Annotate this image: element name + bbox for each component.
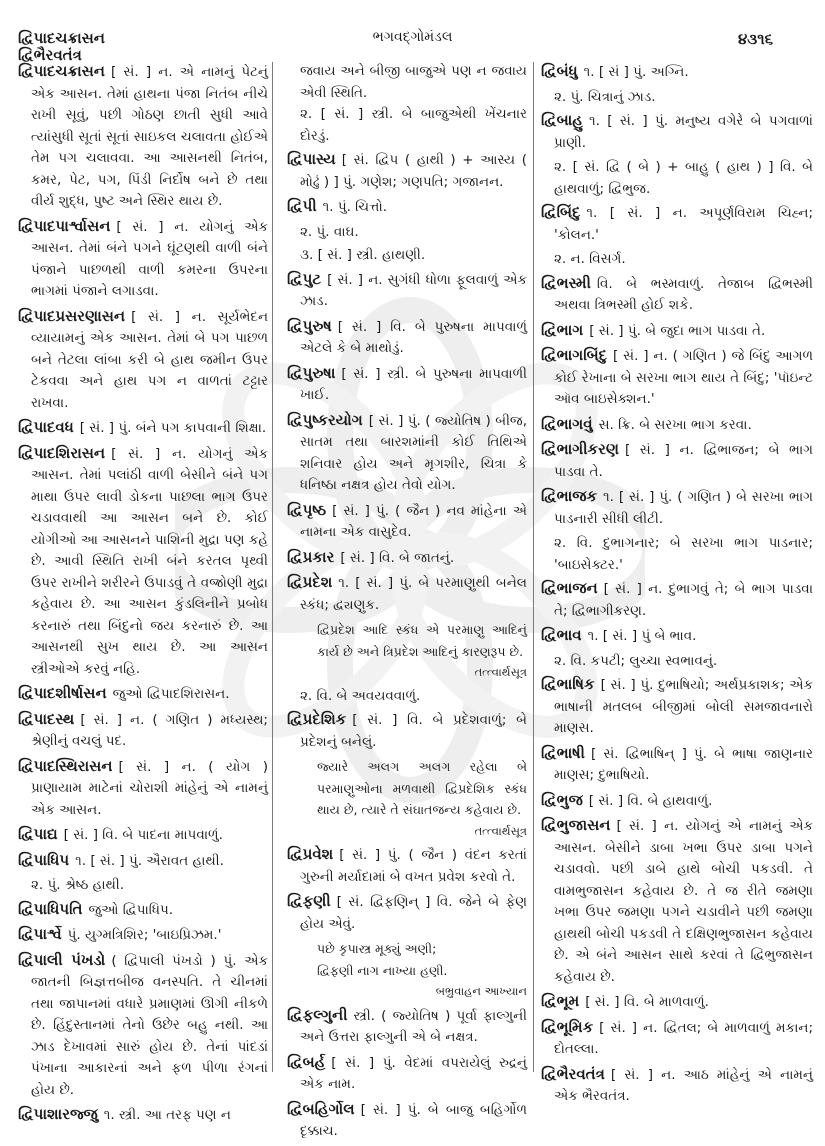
- citation: [287, 619, 527, 684]
- sense-definition: ૩. [ સં. ] સ્ત્રી. હાથણી.: [300, 247, 426, 263]
- dictionary-entry: [541, 674, 813, 740]
- definition: [ સં. ] વિ. બે જાતનું.: [340, 549, 455, 566]
- headword: દ્વિભુજ: [541, 790, 583, 809]
- column-divider: [272, 62, 273, 1072]
- headword: દ્વિભાજક: [541, 487, 598, 505]
- dictionary-entry: [287, 572, 527, 616]
- headword: દ્વિભસ્મી: [541, 273, 591, 292]
- definition: [ સં. ] ન. દ્વિભાજન; બે ભાગ પાડવા તે.: [554, 442, 813, 480]
- headword: દ્વિભૂમ: [541, 992, 580, 1010]
- sense-definition: ૨. [ સં. દ્વિ ( બે ) + બાહુ ( હાથ ) ] વિ. બે હાથવાળું; દ્વિભુજ.: [554, 159, 813, 197]
- dictionary-entry: [18, 950, 268, 1102]
- definition: [ સં. ] પું. વેદમાં વપરાયેલું રુદ્રનું એક નામ.: [300, 1054, 527, 1092]
- headword: દ્વિફલ્ગુની: [287, 1005, 348, 1024]
- dictionary-entry: [541, 320, 813, 343]
- headword: દ્વિભુજાસન: [541, 816, 611, 834]
- dictionary-entry: [18, 683, 268, 706]
- dictionary-entry: [18, 709, 268, 753]
- definition: [ સં. ] સ્ત્રી. બે પુરુષના માપવાળી ખાઈ.: [300, 365, 527, 403]
- dictionary-entry: [287, 1005, 527, 1049]
- headword: દ્વિપાર્શ્વે: [18, 925, 62, 943]
- definition: [ સં. ] ન. દ્વિતલ; બે માળવાળું મકાન; દોતલ્લા.: [554, 1019, 813, 1057]
- dictionary-entry: [287, 709, 527, 753]
- citation-line: દ્વિપ્રદેશ આદિ સ્કંધ એ પરમાણુ આદિનું કાર્ય છે અને ત્રિપ્રદેશ આદિનું કારણરૂપ છે.: [317, 622, 527, 659]
- sense-definition: ૨. વિ. દુભાગનાર; બે સરખા ભાગ પાડનાર; 'બાઇસેક્ટર.': [554, 535, 813, 573]
- dictionary-entry: [18, 306, 268, 415]
- headword: દ્વિબહિર્ગોલ: [287, 1099, 355, 1118]
- headword: દ્વિપાલી પંખડો: [18, 950, 106, 969]
- definition: [ સં. ] પું. બે જુદા ભાગ પાડવા તે.: [589, 322, 766, 339]
- headword: દ્વિભાગ: [541, 320, 584, 339]
- headword: દ્વિભૈરવતંત્ર: [541, 1064, 605, 1083]
- definition: ૧. પું. ચિત્તો.: [322, 199, 387, 215]
- definition: [ સં. ] વિ. બે હાથવાળું.: [588, 792, 713, 809]
- dictionary-entry: [287, 1099, 527, 1143]
- dictionary-entry: [18, 61, 268, 213]
- dictionary-entry: [287, 363, 527, 407]
- definition: સ. ક્રિ. બે સરખા ભાગ કરવા.: [598, 416, 752, 433]
- definition: [ સં. ] ન. ( યોગ ) પ્રાણાયામ માટેનાં ચોરાશી માંહેનું એ નામનું એક આસન.: [31, 758, 268, 818]
- dictionary-entry: [287, 891, 527, 935]
- dictionary-entry: [287, 1052, 527, 1096]
- headword: દ્વિપ્રદેશ: [287, 573, 333, 591]
- headword: દ્વિપાદચક્રાસન: [18, 62, 105, 80]
- definition: [ સં. ] પું. બે બાજુ બહિર્ગોળ દૃક્કાચ.: [300, 1101, 527, 1139]
- definition: [ સં. ] પું. ( જૈન ) વંદન કરતાં ગુરુની મર્યાદામાં બે વખત પ્રવેશ કરવો તે.: [300, 847, 527, 885]
- definition: [ સં. ] ન. ( ગણિત ) જે બિંદુ આગળ કોઈ રેખાના બે સરખા ભાગ થાય તે બિંદુ; 'પૉઇન્ટ ઑવ બાઇસેક્શન.': [554, 348, 813, 407]
- headword: દ્વિપાશારજ્જુ: [18, 1105, 98, 1123]
- definition: [ સં. ] ન. યોગનું એક આસન. તેમાં બંને પગને ઘૂંટણથી વાળી બંને પંજાને પાછળથી વાળી કમરના ઉપરના ભાગમાં પંજાને લગાડવા.: [31, 218, 268, 299]
- headword: દ્વિપાદપ્રસરણાસન: [18, 306, 126, 325]
- dictionary-entry: [541, 345, 813, 411]
- dictionary-entry: [18, 443, 268, 681]
- dictionary-entry: [541, 1064, 813, 1108]
- citation-source: તત્ત્વાર્થસૂત્ર: [474, 665, 527, 679]
- definition: [ સં. ] પું. ( જ્યોતિષ ) બીજ, સાતમ તથા બારશમાંની કોઈ તિથિએ શનિવાર હોય અને મૃગશીર, ચિત્રા કે ધનિષ્ઠા નક્ષત્ર હોય તેવો યોગ.: [300, 412, 527, 493]
- definition: [ સં. ] ન. યોગનું એ નામનું એક આસન. બેસીને ડાબા ખભા ઉપર ડાબા પગને ચડાવવો. પછી ડાબે હાથે બોચી પકડવી. તે વામભુજાસન કહેવાય છે. તે જ રીતે જમણા ખભા ઉપર જમણા પગને ચડાવીને પછી જમણા હાથથી બોચી પકડવી તે દક્ષિણભુજાસન કહેવાય છે. એ બંને આસન સાથે કરવાં તે દ્વિભુજાસન કહેવાય છે.: [554, 818, 813, 985]
- headword: દ્વિપાધિપતિ: [18, 899, 83, 918]
- headword: દ્વિબિંદુ: [541, 203, 581, 221]
- dictionary-entry: [541, 815, 813, 988]
- definition: [ સં. ] પું. બંને પગ કાપવાની શિક્ષા.: [79, 420, 267, 436]
- headword: દ્વિપાદશિરાસન: [18, 443, 106, 462]
- definition: જુઓ દ્વિપાધિપ.: [88, 901, 174, 918]
- dictionary-entry: [18, 824, 268, 847]
- dictionary-entry: [287, 500, 527, 544]
- headword: દ્વિબંધુ: [541, 62, 578, 80]
- definition: ૧. [ સં. ] પું. ઐરાવત હાથી.: [75, 852, 224, 869]
- dictionary-entry: [541, 110, 813, 154]
- dictionary-entry: [18, 216, 268, 303]
- dictionary-entry: [541, 61, 813, 84]
- definition: ૧. [ સં. ] પું. ( ગણિત ) બે સરખા ભાગ પાડનારી સીધી લીટી.: [554, 489, 813, 527]
- definition: ૧. [ સં. ] પું. બે પરમાણુથી બનેલ સ્કંધ; દ્વ્યણુક.: [300, 575, 527, 613]
- sense-definition: ૨. વિ. કપટી; લુચ્ચા સ્વભાવનું.: [554, 652, 718, 669]
- sense-definition: ૨. પું. શ્રેષ્ઠ હાથી.: [31, 877, 125, 893]
- definition: [ સં. ] ન. એ નામનું પેટનું એક આસન. તેમાં હાથના પંજા નિતંબ નીચે રાખી સૂવું, પછી ગોઠણ છાતી સુધી આવે ત્યાંસુધી સૂતાં સૂતાં સાઇકલ ચલાવતા હોઈએ તેમ પગ ચલાવવા. આ આસનથી નિતંબ, કમર, પેટ, પગ, પિંડી નિર્દોષ બને છે તથા વીર્ય શુદ્ધ, પુષ્ટ અને સ્થિર થાય છે.: [31, 64, 268, 209]
- headword: દ્વિપુટ: [287, 269, 322, 288]
- sense-definition: ૨. પું. વાઘ.: [300, 223, 359, 240]
- definition: પું. યુગ્મત્રિશિર; 'બાઇપ્રિઝમ.': [67, 927, 222, 943]
- dictionary-entry: [18, 417, 268, 440]
- dictionary-entry: [541, 625, 813, 648]
- definition: [ સં. ] પું. ( જૈન ) નવ માંહેના એ નામના એક વાસુદેવ.: [300, 502, 527, 540]
- column-divider: [533, 62, 534, 1072]
- book-title: ભગવદ્ગોમંડલ: [372, 29, 453, 45]
- dictionary-entry: [287, 316, 527, 360]
- definition: [ સં. ] વિ. બે પાદના માપવાળું.: [63, 827, 223, 843]
- headword: દ્વિપાદવધ: [18, 418, 74, 436]
- definition: ૧. સ્ત્રી. આ તરફ પણ ન: [103, 1107, 231, 1123]
- headword: દ્વિપ્રવેશ: [287, 845, 334, 863]
- headword: દ્વિબર્હ: [287, 1052, 326, 1071]
- running-head-last-word: દ્વિભૈરવતંત્ર: [18, 46, 82, 64]
- dictionary-entry: [541, 439, 813, 483]
- dictionary-entry: [287, 410, 527, 497]
- headword: દ્વિપાદશીર્ષાસન: [18, 684, 107, 702]
- definition: જુઓ દ્વિપાદશિરાસન.: [112, 686, 230, 702]
- definition: [ સં. ] ન. ( ગણિત ) મધ્યસ્થ; શ્રેણીનું વચલું પદ.: [31, 711, 268, 749]
- running-head-first-word: દ્વિપાદચક્રાસન: [18, 29, 105, 47]
- citation-source: બભ્રુવાહન આખ્યાન: [435, 984, 527, 998]
- dictionary-entry: [18, 756, 268, 822]
- dictionary-entry: [18, 924, 268, 947]
- entry-continuation: જવાય અને બીજી બાજુએ પણ ન જવાય એવી સ્થિતિ.: [300, 63, 527, 101]
- headword: દ્વિભાગીકરણ: [541, 440, 619, 458]
- dictionary-entry: [287, 196, 527, 219]
- headword: દ્વિફણી: [287, 892, 331, 910]
- headword: દ્વિપાદપાર્શ્વાસન: [18, 216, 111, 235]
- definition: [ સં. દ્વિભાષિન્ ] પું. બે ભાષા જાણનાર માણસ; દુભાષિયો.: [554, 745, 813, 783]
- sense-definition: ૨. વિ. બે અવયવવાળું.: [300, 687, 421, 704]
- citation-line: દ્વિફણી નાગ નાખ્યા હણી.: [317, 962, 448, 978]
- column-1: [18, 61, 268, 1130]
- definition: [ સં. ] ન. આઠ માંહેનું એ નામનું એક ભૈરવતંત્ર.: [554, 1066, 813, 1104]
- sense-definition: ૨. [ સં. ] સ્ત્રી. બે બાજુએથી ખેંચનાર દોરડું.: [300, 106, 527, 144]
- headword: દ્વિભાગવું: [541, 414, 593, 433]
- headword: દ્વિપાદસ્થિરાસન: [18, 756, 113, 775]
- dictionary-entry: [541, 486, 813, 530]
- definition: ૧. [ સં. ] પું બે ભાવ.: [587, 628, 697, 644]
- citation: [287, 756, 527, 842]
- citation-line: જ્યારે અલગ અલગ રહેલા બે પરમાણુઓના મળવાથી દ્વિપ્રદેશિક સ્કંધ થાય છે, ત્યારે તે સંઘાતજન્ય કહેવાય છે.: [317, 759, 527, 817]
- definition: ૧. [ સં ] પું. અગ્નિ.: [583, 64, 689, 80]
- definition: ૧. [ સં. ] પું. મનુષ્ય વગેરે બે પગવાળાં પ્રાણી.: [554, 113, 813, 151]
- dictionary-entry: [18, 1104, 268, 1127]
- definition: [ સં. ] ન. સુગંધી ધોળા ફૂલવાળું એક ઝાડ.: [300, 271, 527, 309]
- definition: ૧. [ સં. ] ન. અપૂર્ણવિરામ ચિહ્ન; 'કોલન.': [554, 205, 813, 243]
- headword: દ્વિપૃષ્ઠ: [287, 500, 327, 519]
- dictionary-entry: [287, 844, 527, 888]
- citation: [287, 938, 527, 1003]
- headword: દ્વિભાષિક: [541, 675, 595, 693]
- headword: દ્વિપુષ્કરયોગ: [287, 410, 363, 429]
- headword: દ્વિભાજન: [541, 579, 598, 597]
- definition: [ સં. ] ન. સૂર્યભેદન વ્યાયામનું એક આસન. તેમાં બે પગ પાછળ બને તેટલા લાંબા કરી બે હાથ જમીન ઉપર ટેકવવા અને હાથ પગ ન વાળતાં ટટ્ટાર રાખવા.: [31, 308, 268, 411]
- citation-line: પછે કૃપાસ્ત્ર મૂક્યું અણી;: [317, 941, 437, 956]
- column-3: [541, 61, 813, 1111]
- definition: [ સં. ] વિ. બે માળવાળું.: [585, 994, 709, 1010]
- dictionary-entry: [541, 578, 813, 622]
- definition: [ સં. ] પું. દુભાષિયો; અર્થપ્રકાશક; એક ભાષાની મતલબ બીજીમાં બોલી સમજાવનારો માણસ.: [554, 677, 813, 736]
- headword: દ્વિપ્રકાર: [287, 547, 335, 566]
- headword: દ્વિપુરુષા: [287, 363, 336, 382]
- headword: દ્વિભાગબિંદુ: [541, 346, 608, 364]
- citation-source: તત્ત્વાર્થસૂત્ર: [474, 823, 527, 838]
- headword: દ્વિપાદસ્થ: [18, 709, 75, 728]
- definition: વિ. બે ભસ્મવાળું. તેજાબ દ્વિભસ્મી અથવા ત્રિભસ્મી હોઈ શકે.: [554, 275, 813, 313]
- dictionary-entry: [541, 202, 813, 246]
- dictionary-entry: [541, 790, 813, 813]
- definition: સ્ત્રી. ( જ્યોતિષ ) પૂર્વા ફાલ્ગુની અને ઉત્તરા ફાલ્ગુની એ બે નક્ષત્ર.: [300, 1007, 527, 1045]
- definition: [ સં. દ્વિપ ( હાથી ) + આસ્ય ( મોઢું ) ] પું. ગણેશ; ગણપતિ; ગજાનન.: [300, 152, 527, 190]
- dictionary-entry: [287, 149, 527, 193]
- definition: [ સં. ] વિ. બે પુરુષના માપવાળું એટલે કે બે માથોડું.: [300, 318, 527, 356]
- dictionary-entry: [18, 899, 268, 922]
- headword: દ્વિપુરુષ: [287, 316, 332, 335]
- dictionary-entry: [541, 273, 813, 317]
- headword: દ્વિપાદ્ય: [18, 825, 58, 843]
- dictionary-entry: [287, 269, 527, 313]
- headword: દ્વિબાહુ: [541, 111, 583, 129]
- headword: દ્વિપ્રદેશિક: [287, 710, 347, 728]
- headword: દ્વિભાવ: [541, 626, 582, 644]
- headword: દ્વિપાસ્ય: [287, 150, 336, 168]
- page-number: ૪૩૧૬: [738, 30, 774, 48]
- dictionary-entry: [541, 743, 813, 787]
- dictionary-entry: [541, 991, 813, 1014]
- sense-definition: ૨. પું. ચિત્રાનું ઝાડ.: [554, 88, 656, 105]
- column-2: [287, 61, 527, 1146]
- dictionary-entry: [287, 547, 527, 570]
- sense-definition: ૨. ન. વિસર્ગ.: [554, 251, 626, 267]
- headword: દ્વિપી: [287, 197, 317, 215]
- definition: [ સં. ] ન. દુભાગવું તે; બે ભાગ પાડવા તે; દ્વિભાગીકરણ.: [554, 581, 813, 619]
- headword: દ્વિભાષી: [541, 743, 585, 762]
- definition: [ સં. દ્વિફણિન્ ] વિ. જેને બે ફેણ હોય એવું.: [300, 894, 527, 932]
- dictionary-entry: [541, 1017, 813, 1061]
- definition: [ સં. ] ન. યોગનું એક આસન. તેમાં પલાંઠી વાળી બેસીને બંને પગ માથા ઉપર લાવી ડોકના પાછલા ભાગ ઉપર ચડાવવાથી આ આસન બને છે. કોઈ યોગીઓ આ આસનને પાશિની મુદ્રા પણ કહે છે. આવી સ્થિતિ રાખી બંને કરતલ પૃથ્વી ઉપર રાખીને શરીરને ઉપાડવું તે વજ્રોણી મુદ્રા કહેવાય છે. આ આસન કુંડલિનીને પ્રબોધ કરનારું તથા બિંદુનો જય કરનારું છે. આ આસનથી સુખ થાય છે. આ આસન સ્ત્રીઓએ કરવું નહિ.: [31, 445, 268, 677]
- definition: [ સં. ] વિ. બે પ્રદેશવાળું; બે પ્રદેશનું બનેલું.: [300, 712, 527, 750]
- dictionary-entry: [18, 850, 268, 873]
- dictionary-entry: [541, 414, 813, 437]
- headword: દ્વિભૂમિક: [541, 1017, 594, 1036]
- definition: ( દ્વિપાલી પંખડો ) પું. એક જાતની બિજ્ઞત્તબીજ વનસ્પતિ. તે ચીનમાં તથા જાપાનમાં વધારે પ્રમાણમાં ઊગી નીકળે છે. હિંદુસ્તાનમાં તેનો ઉછેર બહુ નથી. આ ઝાડ દેખાવમાં સારું હોય છે. તેનાં પાંદડાં પંખાના આકારનાં અને ફળ પીળા રંગનાં હોય છે.: [31, 952, 268, 1098]
- headword: દ્વિપાધિપ: [18, 850, 70, 869]
